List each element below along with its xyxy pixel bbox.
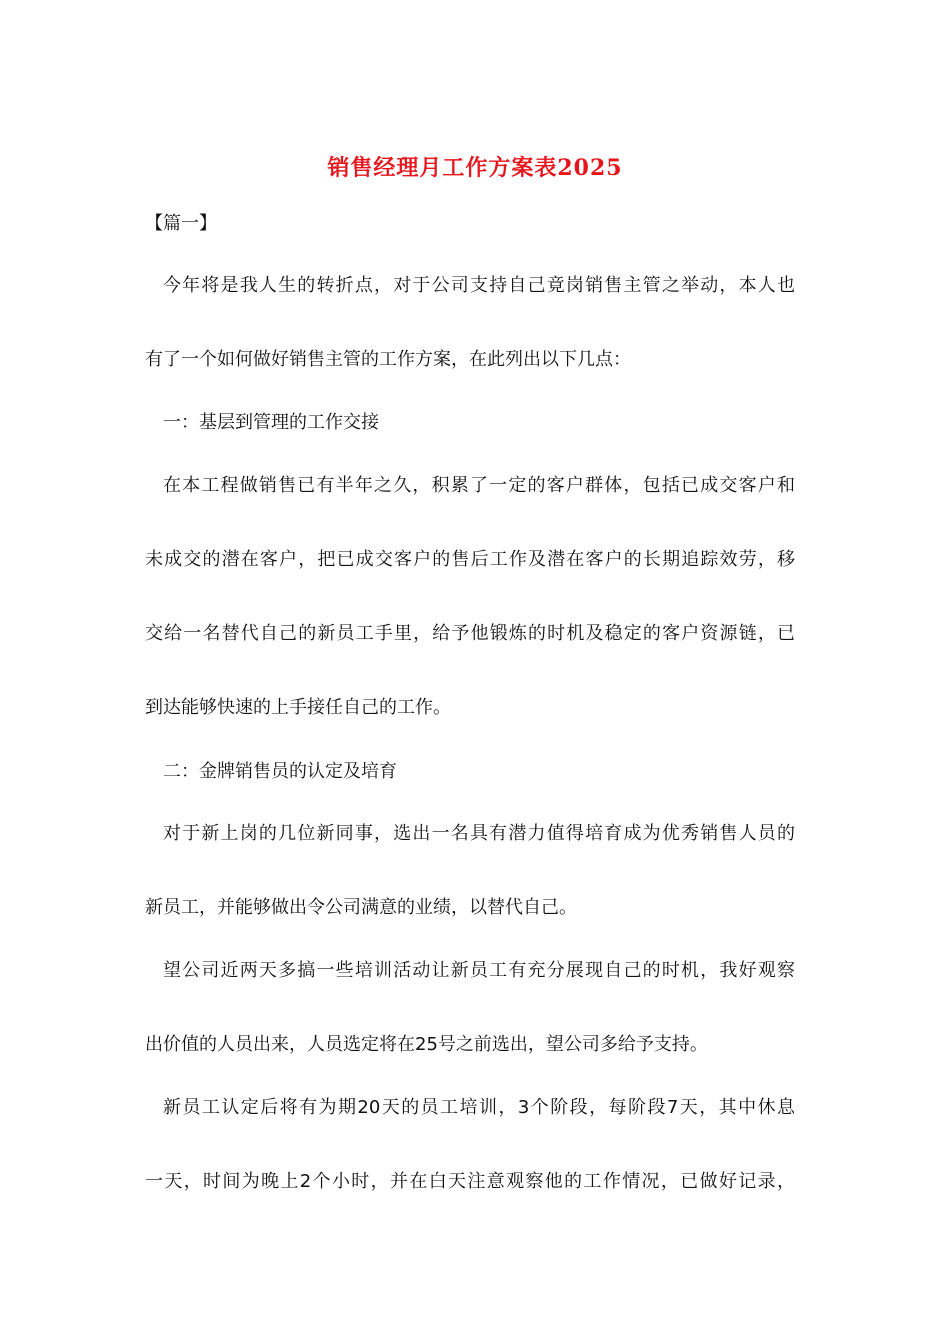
document-title: 销售经理月工作方案表2025 (327, 155, 623, 181)
paragraph-2-line-2: 未成交的潜在客户，把已成交客户的售后工作及潜在客户的长期追踪效劳，移 (145, 549, 795, 570)
heading-point-2: 二：金牌销售员的认定及培育 (163, 761, 397, 782)
paragraph-3-line-2: 新员工，并能够做出令公司满意的业绩，以替代自己。 (145, 897, 577, 918)
paragraph-5-line-1: 新员工认定后将有为期20天的员工培训，3个阶段，每阶段7天，其中休息 (163, 1097, 795, 1118)
paragraph-4-line-2: 出价值的人员出来，人员选定将在25号之前选出，望公司多给予支持。 (145, 1034, 708, 1055)
paragraph-3-line-1: 对于新上岗的几位新同事，选出一名具有潜力值得培育成为优秀销售人员的 (163, 823, 795, 844)
paragraph-4-line-1: 望公司近两天多搞一些培训活动让新员工有充分展现自己的时机，我好观察 (163, 960, 795, 981)
paragraph-2-line-1: 在本工程做销售已有半年之久，积累了一定的客户群体，包括已成交客户和 (163, 475, 795, 496)
paragraph-5-line-2: 一天，时间为晚上2个小时，并在白天注意观察他的工作情况，已做好记录， (145, 1171, 795, 1192)
paragraph-2-line-3: 交给一名替代自己的新员工手里，给予他锻炼的时机及稳定的客户资源链，已 (145, 623, 795, 644)
heading-point-1: 一：基层到管理的工作交接 (163, 412, 379, 433)
section-label-1: 【篇一】 (145, 213, 217, 234)
paragraph-2-line-4: 到达能够快速的上手接任自己的工作。 (145, 697, 451, 718)
paragraph-1-line-1: 今年将是我人生的转折点，对于公司支持自己竟岗销售主管之举动，本人也 (163, 275, 795, 296)
paragraph-1-line-2: 有了一个如何做好销售主管的工作方案，在此列出以下几点： (145, 349, 631, 370)
